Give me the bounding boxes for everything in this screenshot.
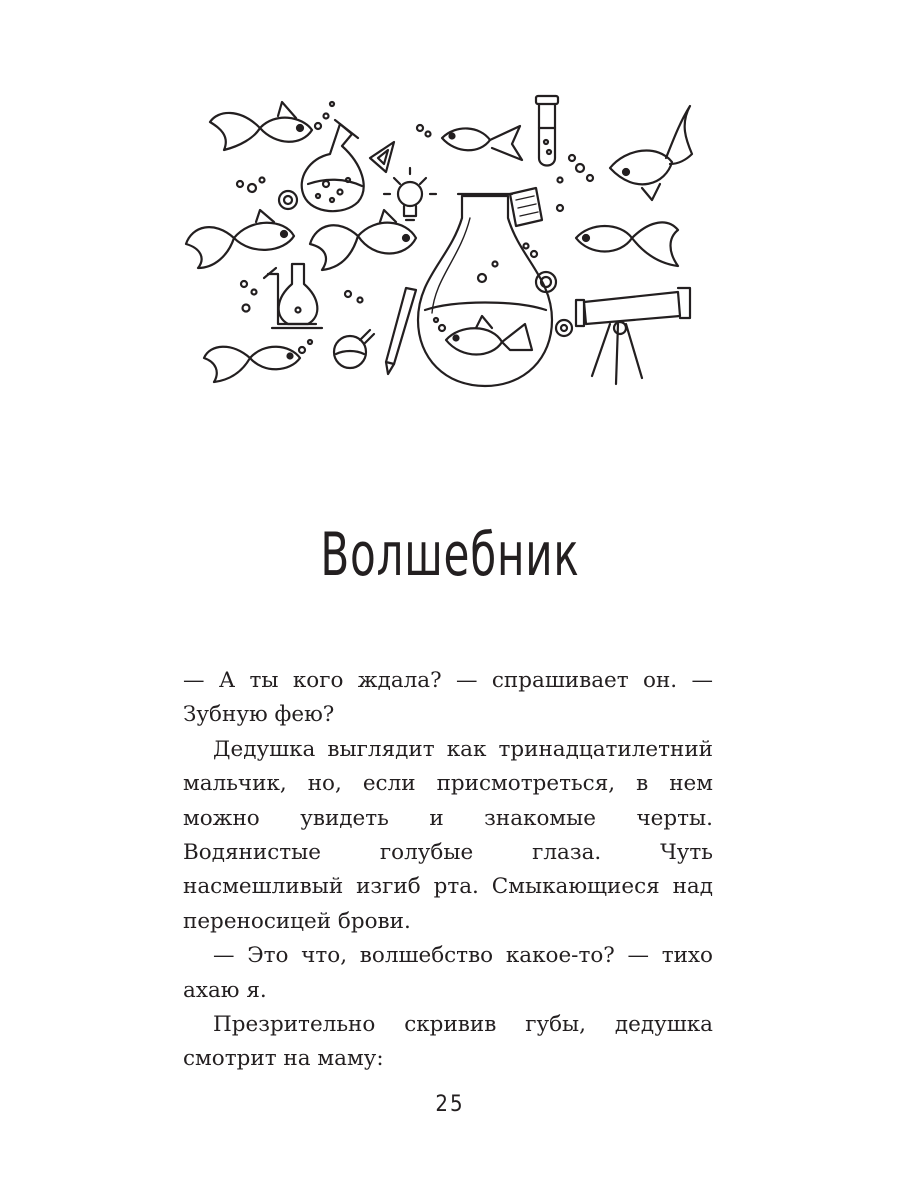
paragraph: Презрительно скривив губы, дедушка смотрит на маму: <box>183 1012 713 1072</box>
goldfish-icon <box>204 347 300 382</box>
light-bulb-icon <box>384 168 436 220</box>
goldfish-icon <box>186 210 294 268</box>
microscope-icon <box>264 264 322 328</box>
goldfish-icon <box>610 106 692 200</box>
test-tube-icon <box>536 96 558 166</box>
flask-icon <box>302 120 364 211</box>
telescope-icon <box>576 288 690 384</box>
flask-icon <box>334 330 374 368</box>
goldfish-icon <box>446 316 532 355</box>
page-number: 25 <box>435 1092 465 1117</box>
paragraph: — Это что, волшебство какое-то? — тихо ахаю я. <box>183 943 713 1003</box>
chapter-illustration <box>180 88 700 398</box>
paragraph: — А ты кого ждала? — спрашивает он. — Зубную фею? <box>183 668 713 728</box>
pencil-icon <box>386 288 416 374</box>
goldfish-icon <box>310 210 416 270</box>
chapter-title: Волшебник <box>320 520 580 590</box>
goldfish-icon <box>576 222 678 266</box>
goldfish-icon <box>210 102 312 150</box>
paragraph: Дедушка выглядит как тринадцатилетний мальчик, но, если присмотреться, в нем можно увидеть и знакомые черты. Водянистые голубые глаза. Чуть насмешливый изгиб рта. Смыкающиеся над переносицей брови. <box>183 736 713 934</box>
goldfish-icon <box>442 126 522 160</box>
science-doodles-icon <box>180 88 700 398</box>
chapter-body <box>183 664 713 1077</box>
